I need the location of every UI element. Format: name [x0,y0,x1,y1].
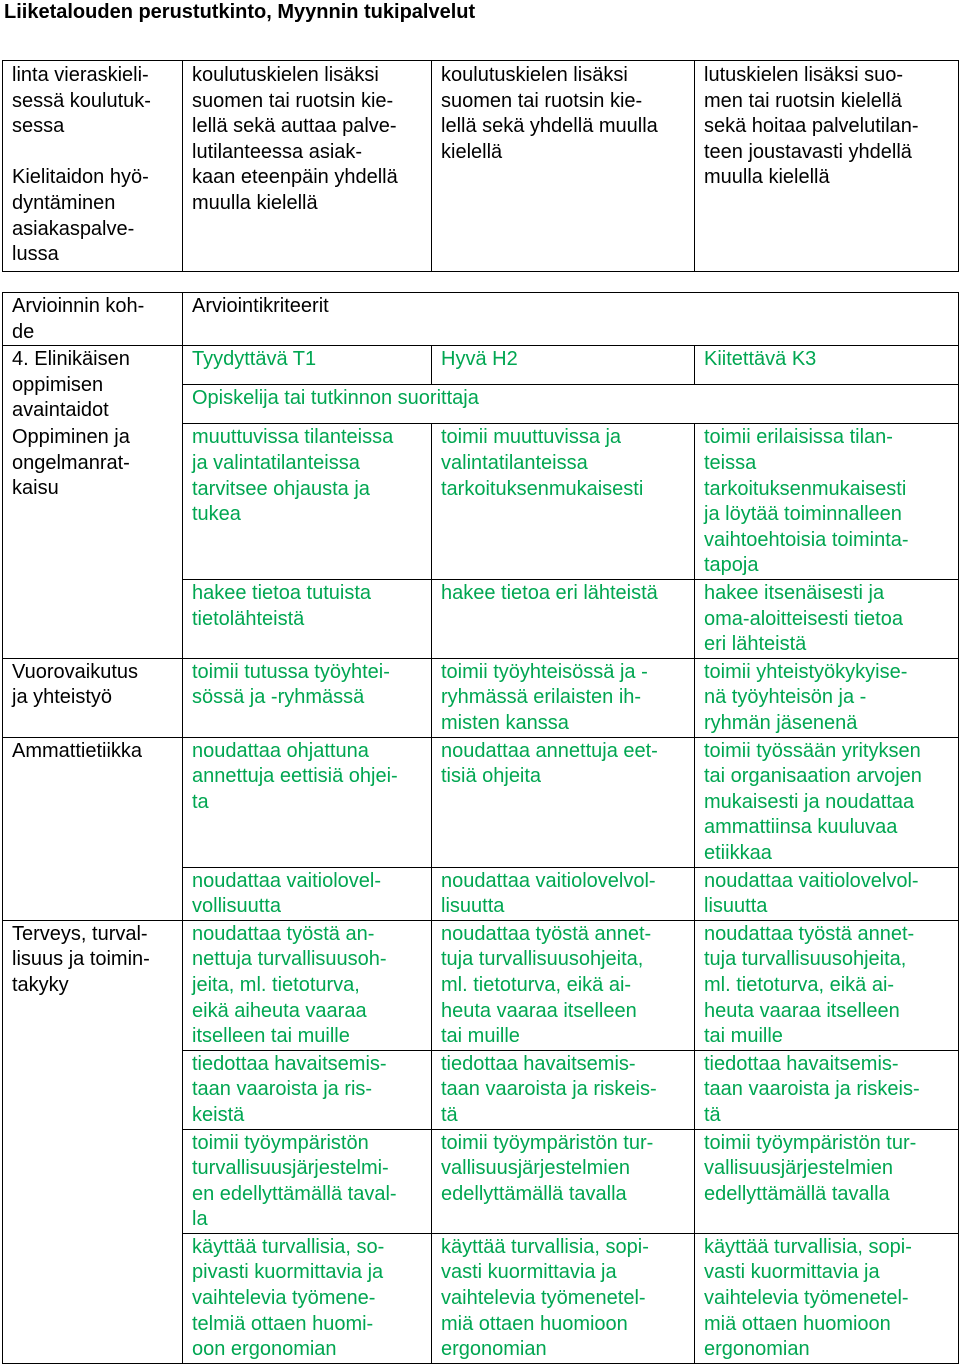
text-line: eri lähteistä [704,633,807,656]
text-line: taan vaaroista ja riskeis- [704,1078,920,1101]
criterion-k3-cell [695,1050,959,1129]
criterion-h2-cell [432,1129,695,1233]
lines [192,63,424,217]
text-line: tai organisaation arvojen [704,765,922,788]
text-line: men tai ruotsin kielellä [704,89,902,112]
text-line: ongelmanrat- [12,451,130,474]
text-line: tiedottaa havaitsemis- [704,1052,899,1075]
text-line: Arvioinnin koh- [12,295,145,317]
lines [704,425,951,579]
text-line: de [12,320,35,343]
text-line: oppimisen [12,373,104,396]
text-line: tisiä ohjeita [441,765,542,788]
text-line: valintatilanteissa [441,452,588,475]
text-line: noudattaa vaitiolovelvol- [704,869,919,892]
text-line: käyttää turvallisia, sopi- [704,1235,912,1258]
text-line: vallisuusjärjestelmien [441,1157,630,1180]
target-cell [3,737,183,920]
criterion-h2-cell [432,658,695,737]
table-row [3,737,959,867]
lines [192,922,424,1050]
text-line: Ammattietiikka [12,739,143,762]
text-line: turvallisuusjärjestelmi- [192,1157,389,1180]
text-line: lisuutta [441,895,505,918]
criterion-t1-cell [183,867,432,920]
text-line: toimii erilaisissa tilan- [704,426,893,449]
table-row [3,346,959,385]
criterion-t1-cell [183,580,432,659]
criterion-k3-cell [695,1233,959,1363]
criterion-t1-cell [183,1233,432,1363]
text-line: noudattaa työstä annet- [704,922,915,945]
text-line: tarvitsee ohjausta ja [192,477,370,500]
text-line: nettuja turvallisuusoh- [192,948,387,971]
text-line: vallisuusjärjestelmien [704,1157,893,1180]
criterion-h2-cell [432,1050,695,1129]
text-line: annettuja eettisiä ohjei- [192,765,398,788]
lines [12,425,175,502]
text-line: edellyttämällä tavalla [704,1182,890,1205]
text-line: etiikkaa [704,841,772,864]
criterion-k3-cell [695,867,959,920]
text-line: käyttää turvallisia, sopi- [441,1235,649,1258]
level-k3-header: Kiitettävä K3 [695,346,959,385]
text-line: tuja turvallisuusohjeita, [704,948,907,971]
criterion-h2-cell [432,580,695,659]
text-line: telmiä ottaen huomi- [192,1312,374,1335]
text-line: miä ottaen huomioon [704,1312,891,1335]
text-line: lisuutta [704,895,768,918]
text-line: vollisuutta [192,895,281,918]
lines [12,347,175,424]
lines [12,294,175,345]
text-line: la [192,1208,208,1231]
text-line: sessa [12,115,65,138]
criterion-h2-cell [432,867,695,920]
text-line: käyttää turvallisia, so- [192,1235,385,1258]
text-line: toimii työympäristön tur- [441,1131,654,1154]
text-line: vaihtelevia työmenetel- [704,1287,909,1310]
text-line: ryhmässä erilaisten ih- [441,686,642,709]
text-line: muulla kielellä [192,191,318,214]
text-line: eikä aiheuta vaaraa [192,999,367,1022]
text-line: toimii työympäristön [192,1131,369,1154]
text-line: sessä koulutuk- [12,89,151,112]
text-line: lisuus ja toimin- [12,948,150,971]
text-line: suomen tai ruotsin kie- [441,89,643,112]
lines [192,739,424,816]
text-line: tä [704,1103,721,1126]
text-line: taan vaaroista ja riskeis- [441,1078,657,1101]
text-line: toimii tutussa työyhtei- [192,660,390,683]
text-line: vaihtelevia työmene- [192,1287,376,1310]
criterion-h2-cell [432,1233,695,1363]
subject-cell: Opiskelija tai tutkinnon suorittaja [183,385,959,424]
text-line: ta [192,790,209,813]
lines [192,660,424,711]
criterion-t1-cell [183,737,432,867]
lines [192,1052,424,1129]
text-line: tä [441,1103,458,1126]
lines [441,869,687,920]
lines [441,1131,687,1208]
text-line: teen joustavasti yhdellä [704,140,912,163]
text-line: tai muille [441,1025,520,1048]
text-line: linta vieraskieli- [12,64,149,86]
text-line: ja löytää toiminnalleen [704,503,902,526]
text-line: taan vaaroista ja ris- [192,1078,373,1101]
text-line: teissa [704,452,757,475]
lines [704,869,951,920]
lines [441,581,687,607]
text-line: toimii työyhteisössä ja - [441,660,648,683]
text-line: tarkoituksenmukaisesti [704,477,907,500]
text-line: asiakaspalve- [12,217,135,240]
criteria-label: Arviointikriteerit [192,295,329,317]
text-line: vasti kuormittavia ja [441,1261,617,1284]
text-line: tietolähteistä [192,607,305,630]
language-h2-cell [432,61,695,272]
text-line: keistä [192,1103,245,1126]
text-line: vasti kuormittavia ja [704,1261,880,1284]
text-line: noudattaa työstä an- [192,922,375,945]
text-line: ml. tietoturva, eikä ai- [441,973,632,996]
text-line: ammattiinsa kuuluvaa [704,816,898,839]
text-line: heuta vaaraa itselleen [704,999,900,1022]
text-line: oma-aloitteisesti tietoa [704,607,903,630]
text-line: avaintaidot [12,399,109,422]
text-line: tukea [192,503,241,526]
text-line: toimii yhteistyökykyise- [704,660,908,683]
lines [704,63,951,191]
text-line: muulla kielellä [704,166,830,189]
text-line: dyntäminen [12,191,116,214]
text-line: Vuorovaikutus [12,660,138,683]
criterion-t1-cell [183,920,432,1050]
criterion-t1-cell [183,1050,432,1129]
text-line: suomen tai ruotsin kie- [192,89,394,112]
target-cell [3,920,183,1363]
table-row [3,61,959,272]
text-line: lellä sekä auttaa palve- [192,115,397,138]
criterion-h2-cell [432,737,695,867]
text-line: kaan eteenpäin yhdellä [192,166,398,189]
criterion-k3-cell [695,1129,959,1233]
criterion-t1-cell [183,1129,432,1233]
lines [12,165,175,267]
text-line: vaihtoehtoisia toiminta- [704,528,909,551]
text-line: sekä hoitaa palvelutilan- [704,115,919,138]
text-line: 4. Elinikäisen [12,348,130,371]
lines [12,63,175,140]
criteria-header-cell [183,293,959,346]
lines [441,63,687,165]
level-t1-header: Tyydyttävä T1 [183,346,432,385]
lines [192,425,424,527]
text-line: ryhmän jäsenenä [704,712,858,734]
lines [192,1235,424,1363]
text-line: ja yhteistyö [12,686,113,709]
text-line: ja valintatilanteissa [192,452,360,475]
text-line: noudattaa vaitiolovel- [192,869,382,892]
text-line: ergonomian [704,1338,810,1361]
lines [12,660,175,711]
language-k3-cell [695,61,959,272]
target-cell [3,658,183,737]
lines [441,739,687,790]
text-line: lutilanteessa asiak- [192,140,363,163]
text-line: tuja turvallisuusohjeita, [441,948,644,971]
criteria-rows [3,424,959,1363]
document-title: Liiketalouden perustutkinto, Myynnin tukipalvelut [4,1,476,23]
text-line: oon ergonomian [192,1338,337,1361]
lines [704,739,951,867]
language-t1-cell [183,61,432,272]
language-target-cell [3,61,183,272]
criterion-k3-cell [695,658,959,737]
text-line: kaisu [12,477,59,500]
target-header-cell [3,293,183,346]
lines [704,1131,951,1208]
text-line: Terveys, turval- [12,922,148,945]
criterion-k3-cell [695,424,959,580]
text-line: toimii muuttuvissa ja [441,426,622,449]
lines [441,1052,687,1129]
text-line: Kielitaidon hyö- [12,166,149,189]
text-line: noudattaa ohjattuna [192,739,369,762]
text-line: ergonomian [441,1338,547,1361]
lines [704,581,951,658]
criterion-h2-cell [432,424,695,580]
lines [704,1052,951,1129]
text-line: muuttuvissa tilanteissa [192,426,394,449]
text-line: itselleen tai muille [192,1025,350,1048]
text-line: toimii työssään yrityksen [704,739,921,762]
lines [192,1131,424,1233]
text-line: lussa [12,243,59,266]
language-skills-table [2,60,959,272]
text-line: mukaisesti ja noudattaa [704,790,915,813]
lines [704,660,951,737]
table-row [3,658,959,737]
text-line: hakee tietoa tutuista [192,582,372,605]
text-line: miä ottaen huomioon [441,1312,628,1335]
criterion-k3-cell [695,737,959,867]
criterion-t1-cell [183,658,432,737]
criterion-k3-cell [695,580,959,659]
lines [192,581,424,632]
table-row [3,920,959,1050]
text-line: tai muille [704,1025,783,1048]
text-line: noudattaa työstä annet- [441,922,652,945]
lines [441,425,687,502]
text-line: noudattaa vaitiolovelvol- [441,869,656,892]
lines [441,922,687,1050]
text-line: lutuskielen lisäksi suo- [704,64,903,86]
text-line: koulutuskielen lisäksi [192,64,379,86]
section-label-cell [3,346,183,424]
criteria-table [2,292,959,1364]
text-line: vaihtelevia työmenetel- [441,1287,646,1310]
criterion-h2-cell [432,920,695,1050]
text-line: misten kanssa [441,712,569,734]
lines [12,922,175,999]
text-line: nä työyhteisön ja - [704,686,867,709]
text-line: lellä sekä yhdellä muulla [441,115,658,138]
text-line: tapoja [704,554,759,577]
text-line: hakee itsenäisesti ja [704,582,885,605]
text-line: toimii työympäristön tur- [704,1131,917,1154]
text-line: edellyttämällä tavalla [441,1182,627,1205]
level-h2-header: Hyvä H2 [432,346,695,385]
text-line: Oppiminen ja [12,425,130,448]
criterion-t1-cell [183,424,432,580]
text-line: pivasti kuormittavia ja [192,1261,384,1284]
text-line: hakee tietoa eri lähteistä [441,582,658,605]
text-line: noudattaa annettuja eet- [441,739,658,762]
text-line: kielellä [441,140,503,163]
text-line: sössä ja -ryhmässä [192,686,365,709]
lines [704,922,951,1050]
lines [441,660,687,737]
text-line: koulutuskielen lisäksi [441,64,628,86]
text-line: heuta vaaraa itselleen [441,999,637,1022]
text-line: jeita, ml. tietoturva, [192,973,360,996]
text-line: ml. tietoturva, eikä ai- [704,973,895,996]
criterion-k3-cell [695,920,959,1050]
text-line: tiedottaa havaitsemis- [192,1052,387,1075]
lines [441,1235,687,1363]
text-line: en edellyttämällä taval- [192,1182,397,1205]
lines [12,739,175,765]
table-row [3,424,959,580]
table-row [3,293,959,346]
text-line: tiedottaa havaitsemis- [441,1052,636,1075]
lines [192,869,424,920]
text-line: tarkoituksenmukaisesti [441,477,644,500]
text-line: takyky [12,973,69,996]
lines [704,1235,951,1363]
target-cell [3,424,183,658]
